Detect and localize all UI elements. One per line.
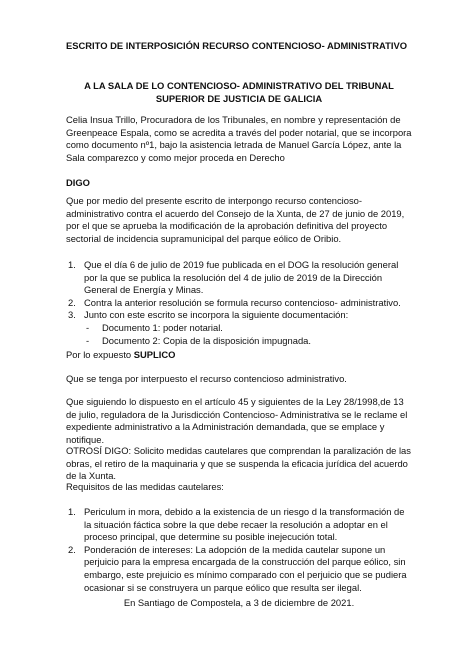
intro-paragraph: Celia Insua Trillo, Procuradora de los Tribunales, en nombre y representación de Greenpeace Espala, como se acredita a través del poder notarial, que se incorpora como documento nº1, bajo la asistencia letrada de Manuel García López, ante la Sala comparezco y como mejor proceda en Derecho	[66, 114, 412, 163]
list-item	[66, 544, 412, 594]
followup-paragraph: Que siguiendo lo dispuesto en el artículo 45 y siguientes de la Ley 28/1998,de 13 de julio, reguladora de la Jurisdicción Contencioso- Administrativa se le reclame el expediente administrativo a la Administración demandada, que se emplace y notifique.	[66, 396, 408, 445]
list-number: 3.	[68, 309, 76, 321]
requisitos-list	[66, 506, 412, 594]
addressee-heading: A LA SALA DE LO CONTENCIOSO- ADMINISTRATIVO DEL TRIBUNAL SUPERIOR DE JUSTICIA DE GALICIA	[84, 80, 394, 104]
list-number: 2.	[68, 296, 76, 308]
dash-bullet: -	[86, 321, 90, 333]
sub-list-item-text: Documento 2: Copia de la disposición impugnada.	[102, 334, 311, 346]
list-item-text: Ponderación de intereses: La adopción de la medida cautelar supone un perjuicio para la empresa encargada de la construcción del parque eólico, sin embargo, este prejuicio es mínimo comparado con el perjuicio que se pudiera ocasionar si se construyera un parque eólico que resulta ser ilegal.	[84, 543, 407, 593]
list-item	[66, 259, 412, 297]
closing-line: En Santiago de Compostela, a 3 de diciembre de 2021.	[123, 597, 355, 608]
suplico-heading: SUPLICO	[133, 349, 176, 360]
suplico-line	[66, 349, 412, 362]
digo-heading: DIGO	[66, 177, 90, 188]
list-number: 1.	[68, 259, 76, 270]
list-item-text: Junto con este escrito se incorpora la siguiente documentación:	[84, 309, 349, 321]
list-item	[66, 297, 412, 310]
list-number: 1.	[68, 506, 76, 517]
sub-list-item	[66, 322, 412, 335]
numbered-list	[66, 259, 412, 347]
list-item-text: Periculum in mora, debido a la existencia de un riesgo d la transformación de la situación fáctica sobre la que debe recaer la resolución a adoptar en el proceso principal, que determine su posible inejecución total.	[84, 506, 405, 543]
list-item-text: Que el día 6 de julio de 2019 fue publicada en el DOG la resolución general por la que se publica la resolución del 4 de julio de 2019 de la Dirección General de Energía y Minas.	[84, 259, 399, 296]
list-item-text: Contra la anterior resolución se formula recurso contencioso- administrativo.	[84, 296, 401, 308]
dash-bullet: -	[86, 334, 90, 346]
sub-list-item	[66, 335, 412, 348]
digo-paragraph: Que por medio del presente escrito de interpongo recurso contencioso- administrativo contra el acuerdo del Consejo de la Xunta, de 27 de junio de 2019, por el que se aprueba la modificación de la aprobación definitiva del proyecto sectorial de incidencia supramunicipal del parque eólico de Oribio.	[66, 195, 405, 244]
document-title: ESCRITO DE INTERPOSICIÓN RECURSO CONTENCIOSO- ADMINISTRATIVO	[66, 40, 407, 51]
suplico-prefix: Por lo expuesto	[66, 349, 134, 360]
suplico-paragraph: Que se tenga por interpuesto el recurso contencioso administrativo.	[66, 373, 347, 384]
requisitos-heading: Requisitos de las medidas cautelares:	[66, 481, 224, 492]
list-item	[66, 309, 412, 322]
list-number: 2.	[68, 543, 76, 555]
list-item	[66, 506, 412, 544]
sub-list-item-text: Documento 1: poder notarial.	[102, 321, 223, 333]
otrosi-paragraph: OTROSÍ DIGO: Solicito medidas cautelares que comprendan la paralización de las obras, el retiro de la maquinaria y que se suspenda la eficacia jurídica del acuerdo de la Xunta.	[66, 445, 411, 482]
